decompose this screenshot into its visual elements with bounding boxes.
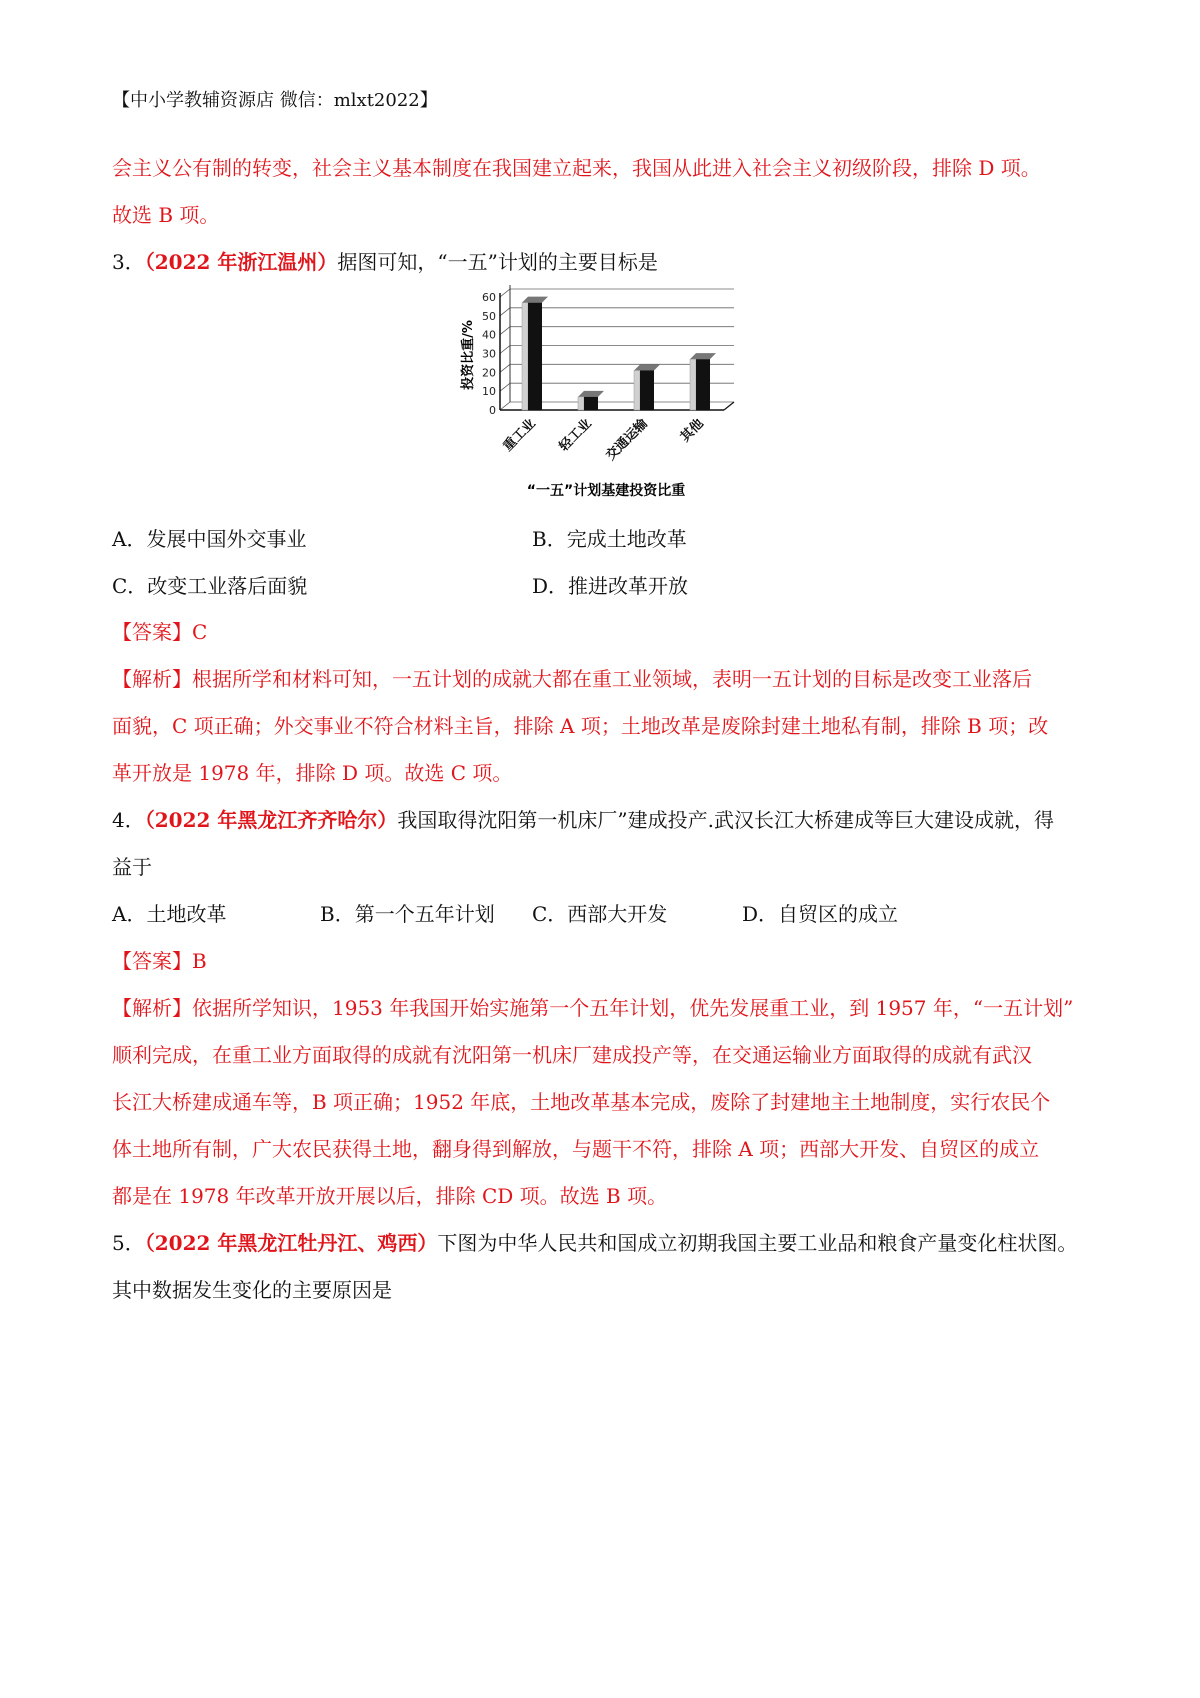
analysis-line-3: 革开放是 1978 年，排除 D 项。故选 C 项。: [112, 761, 513, 785]
grid-line-side: [500, 308, 510, 316]
question-source: （2022 年黑龙江齐齐哈尔）: [144, 808, 398, 832]
chart-svg: [458, 285, 758, 503]
y-tick-label: 20: [482, 366, 496, 380]
chart-y-axis-label: 投资比重/%: [461, 320, 476, 390]
x-tick-label: 轻工业: [556, 416, 595, 455]
bar-shade: [690, 359, 696, 410]
option-d: D．自贸区的成立: [742, 902, 899, 926]
analysis-tag: 【解析】: [112, 667, 192, 691]
y-tick-label: 40: [482, 328, 496, 342]
analysis-line-5: 都是在 1978 年改革开放开展以后，排除 CD 项。故选 B 项。: [112, 1184, 668, 1208]
analysis-line-4: 体土地所有制，广大农民获得土地，翻身得到解放，与题干不符，排除 A 项；西部大开发、自贸区的成立: [112, 1137, 1040, 1161]
bar-shade: [578, 397, 584, 410]
answer-line: [112, 947, 207, 975]
option-d: D．推进改革开放: [532, 574, 689, 598]
x-tick-label: 交通运输: [603, 416, 651, 464]
chart-labels: [482, 291, 707, 464]
chart-bars: [522, 297, 716, 410]
analysis-text: 依据所学知识，1953 年我国开始实施第一个五年计划，优先发展重工业，到 1957 年，“一五计划”: [192, 996, 1074, 1020]
answer-tag: 【答案】: [112, 949, 192, 973]
grid-line-side: [500, 289, 510, 297]
analysis-tag: 【解析】: [112, 996, 192, 1020]
option-a: A．发展中国外交事业: [112, 527, 307, 551]
investment-bar-chart: [458, 285, 758, 503]
question-3-stem: [112, 248, 658, 276]
question-text: 据图可知，“一五”计划的主要目标是: [337, 250, 658, 274]
question-4-stem-cont: 益于: [112, 855, 152, 879]
question-number: 3．: [112, 250, 145, 274]
option-c: C．改变工业落后面貌: [112, 574, 308, 598]
grid-line-side: [500, 346, 510, 354]
bar: [528, 303, 542, 410]
bar-shade: [634, 370, 640, 410]
question-text: 下图为中华人民共和国成立初期我国主要工业品和粮食产量变化柱状图。: [437, 1231, 1078, 1255]
question-text: 我国取得沈阳第一机床厂”建成投产.武汉长江大桥建成等巨大建设成就，得: [397, 808, 1054, 832]
bar: [584, 397, 598, 410]
analysis-line-2: 顺利完成，在重工业方面取得的成就有沈阳第一机床厂建成投产等，在交通运输业方面取得的成就有武汉: [112, 1043, 1032, 1067]
analysis-line-3: 长江大桥建成通车等，B 项正确；1952 年底，土地改革基本完成，废除了封建地主土地制度，实行农民个: [112, 1090, 1051, 1114]
grid-line-side: [500, 383, 510, 391]
prev-explanation-line-2: 故选 B 项。: [112, 203, 220, 227]
bar-top: [634, 364, 660, 370]
grid-line-side: [500, 364, 510, 372]
y-tick-label: 0: [489, 404, 496, 417]
question-5-stem-cont: 其中数据发生变化的主要原因是: [112, 1278, 392, 1302]
bar: [640, 370, 654, 410]
prev-explanation-line-1: 会主义公有制的转变，社会主义基本制度在我国建立起来，我国从此进入社会主义初级阶段，排除 D 项。: [112, 156, 1041, 180]
analysis-text: 根据所学和材料可知，一五计划的成就大都在重工业领域，表明一五计划的目标是改变工业落后: [192, 667, 1032, 691]
bar-top: [522, 297, 548, 303]
x-axis-side: [724, 402, 734, 410]
y-tick-label: 50: [482, 309, 496, 323]
question-5-stem: [112, 1229, 1077, 1257]
option-b: B．第一个五年计划: [320, 902, 495, 926]
answer-value: B: [192, 949, 207, 973]
y-tick-label: 10: [482, 385, 496, 399]
bar: [696, 359, 710, 410]
y-tick-label: 30: [482, 347, 496, 361]
x-tick-label: 其他: [677, 416, 707, 446]
bar-top: [578, 391, 604, 397]
answer-line: [112, 618, 207, 646]
analysis-line-2: 面貌，C 项正确；外交事业不符合材料主旨，排除 A 项；土地改革是废除封建土地私有制，排除 B 项；改: [112, 714, 1049, 738]
answer-value: C: [192, 620, 208, 644]
question-4-stem: [112, 806, 1054, 834]
option-a: A．土地改革: [112, 902, 227, 926]
answer-tag: 【答案】: [112, 620, 192, 644]
y-tick-label: 60: [482, 291, 496, 304]
analysis-line-1: [112, 994, 1073, 1022]
chart-title: “一五”计划基建投资比重: [526, 483, 686, 499]
question-number: 5．: [112, 1231, 145, 1255]
analysis-line-1: [112, 665, 1032, 693]
option-b: B．完成土地改革: [532, 527, 687, 551]
grid-line-side: [500, 402, 510, 410]
page-header: 【中小学教辅资源店 微信：mlxt2022】: [112, 90, 438, 111]
question-source: （2022 年黑龙江牡丹江、鸡西）: [144, 1231, 438, 1255]
grid-line-side: [500, 327, 510, 335]
x-tick-label: 重工业: [500, 416, 539, 455]
question-number: 4．: [112, 808, 145, 832]
bar-shade: [522, 303, 528, 410]
bar-top: [690, 353, 716, 359]
option-c: C．西部大开发: [532, 902, 668, 926]
question-source: （2022 年浙江温州）: [144, 250, 338, 274]
